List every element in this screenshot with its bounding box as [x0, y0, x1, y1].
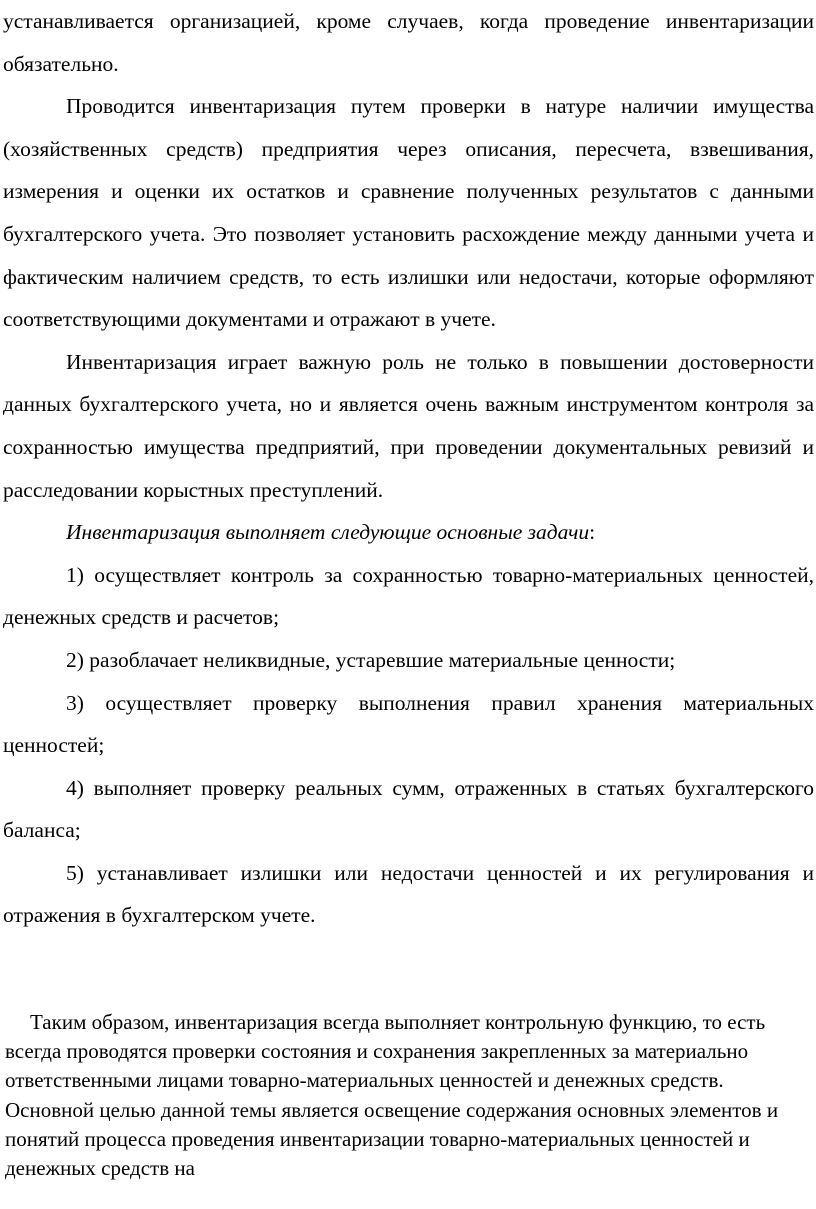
- paragraph-inventory-method: Проводится инвентаризация путем проверки в натуре наличии имущества (хозяйственных средств) предприятия через описания, пересчета, взвешивания, измерения и оценки их остатков и сравнение полученных результатов с данными бухгалтерского учета. Это позволяет установить расхождение между данными учета и фактическим наличием средств, то есть излишки или недостачи, которые оформляют соответствующими документами и отражают в учете.: [3, 94, 814, 332]
- conclusion-text-block: [5, 1008, 814, 1183]
- list-item-4: 4) выполняет проверку реальных сумм, отраженных в статьях бухгалтерского баланса;: [3, 775, 814, 843]
- paragraph-continuation: устанавливается организацией, кроме случаев, когда проведение инвентаризации обязательно.: [3, 9, 814, 76]
- tasks-heading-colon: :: [589, 520, 596, 545]
- paragraph-inventory-role: Инвентаризация играет важную роль не только в повышении достоверности данных бухгалтерского учета, но и является очень важным инструментом контроля за сохранностью имущества предприятий, при проведении документальных ревизий и расследовании корыстных преступлений.: [3, 349, 814, 502]
- list-item-3: 3) осуществляет проверку выполнения правил хранения материальных ценностей;: [3, 690, 814, 758]
- tasks-heading-italic: Инвентаризация выполняет следующие основные задачи: [66, 520, 590, 545]
- list-item-5: 5) устанавливает излишки или недостачи ценностей и их регулирования и отражения в бухгалтерском учете.: [3, 860, 814, 928]
- list-item-2: 2) разоблачает неликвидные, устаревшие материальные ценности;: [66, 647, 676, 672]
- main-text-block: [3, 0, 814, 937]
- list-item-1: 1) осуществляет контроль за сохранностью товарно-материальных ценностей, денежных средств и расчетов;: [3, 562, 814, 630]
- paragraph-conclusion: Таким образом, инвентаризация всегда выполняет контрольную функцию, то есть всегда проводятся проверки состояния и сохранения закрепленных за материально ответственными лицами товарно-материальных ценностей и денежных средств. Основной целью данной темы является освещение содержания основных элементов и понятий процесса проведения инвентаризации товарно-материальных ценностей и денежных средств на: [5, 1010, 779, 1181]
- paragraph-tasks-heading: [3, 511, 814, 554]
